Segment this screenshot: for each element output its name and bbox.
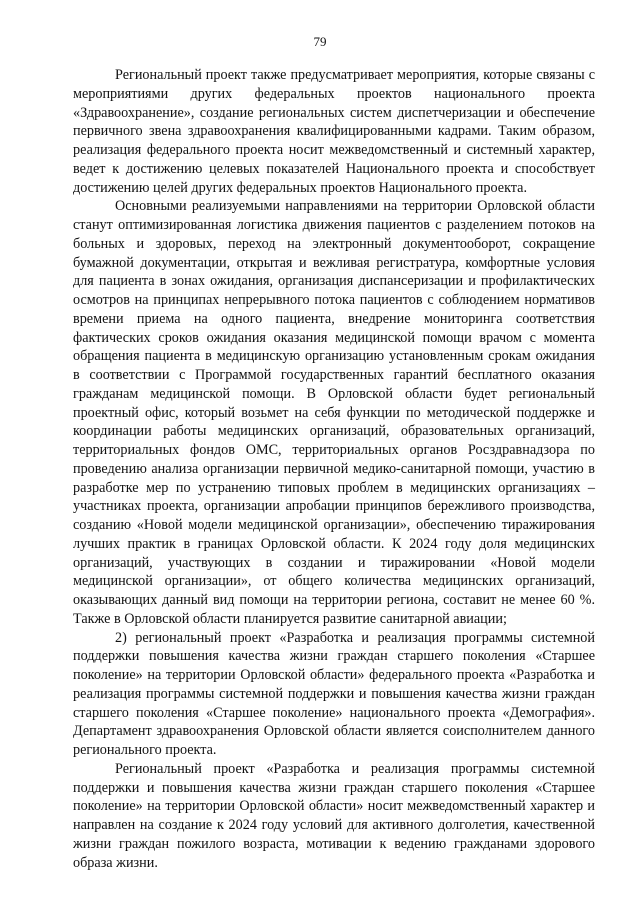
paragraph-regional-project-measures: Региональный проект также предусматривает мероприятия, которые связаны с мероприятиями других федеральных проектов национального проекта «Здравоохранение», создание региональных систем диспетчеризации и обеспечение первичного звена здравоохранения квалифицированными кадрами. Таким образом, реализация федерального проекта носит межведомственный и системный характер, ведет к достижению целевых показателей Национального проекта и способствует достижению целей других федеральных проектов Национального проекта. [73,67,595,196]
paragraph-senior-generation-project: 2) региональный проект «Разработка и реализация программы системной поддержки повышения качества жизни граждан старшего поколения «Старшее поколение» на территории Орловской области» федерального проекта «Разработка и реализация программы системной поддержки и повышения качества жизни граждан старшего поколения «Старшее поколение» национального проекта «Демография». Департамент здравоохранения Орловской области является соисполнителем данного регионального проекта. [73,629,595,758]
body-text [73,66,595,872]
paragraph-main-directions: Основными реализуемыми направлениями на территории Орловской области станут оптимизированная логистика движения пациентов с разделением потоков на больных и здоровых, переход на электронный документооборот, сокращение бумажной документации, открытая и вежливая регистратура, комфортные условия для пациента в зонах ожидания, организация диспансеризации и профилактических осмотров на принципах непрерывного потока пациентов с соблюдением нормативов времени приема на одного пациента, внедрение мониторинга соответствия фактических сроков ожидания оказания медицинской помощи врачом с момента обращения пациента в медицинскую организацию установленным срокам ожидания в соответствии с Программой государственных гарантий бесплатного оказания гражданам медицинской помощи. В Орловской области будет региональный проектный офис, который возьмет на себя функции по методической поддержке и координации работы медицинских организаций, образовательных организаций, территориальных фондов ОМС, территориальных органов Росздравнадзора по проведению анализа организации первичной медико-санитарной помощи, участию в разработке мер по устранению типовых проблем в медицинских организациях – участниках проекта, организации апробации принципов бережливого производства, созданию «Новой модели медицинской организации», обеспечению тиражирования лучших практик в границах Орловской области. К 2024 году доля медицинских организаций, участвующих в создании и тиражировании «Новой модели медицинской организации», от общего количества медицинских организаций, оказывающих данный вид помощи на территории региона, составит не менее 60 %. Также в Орловской области планируется развитие санитарной авиации; [73,198,595,627]
paragraph-senior-project-character: Региональный проект «Разработка и реализация программы системной поддержки и повышения качества жизни граждан старшего поколения «Старшее поколение» на территории Орловской области» носит межведомственный характер и направлен на создание к 2024 году условий для активного долголетия, качественной жизни граждан пожилого возраста, мотивации к ведению гражданами здорового образа жизни. [73,760,595,871]
page-number: 79 [313,34,327,49]
